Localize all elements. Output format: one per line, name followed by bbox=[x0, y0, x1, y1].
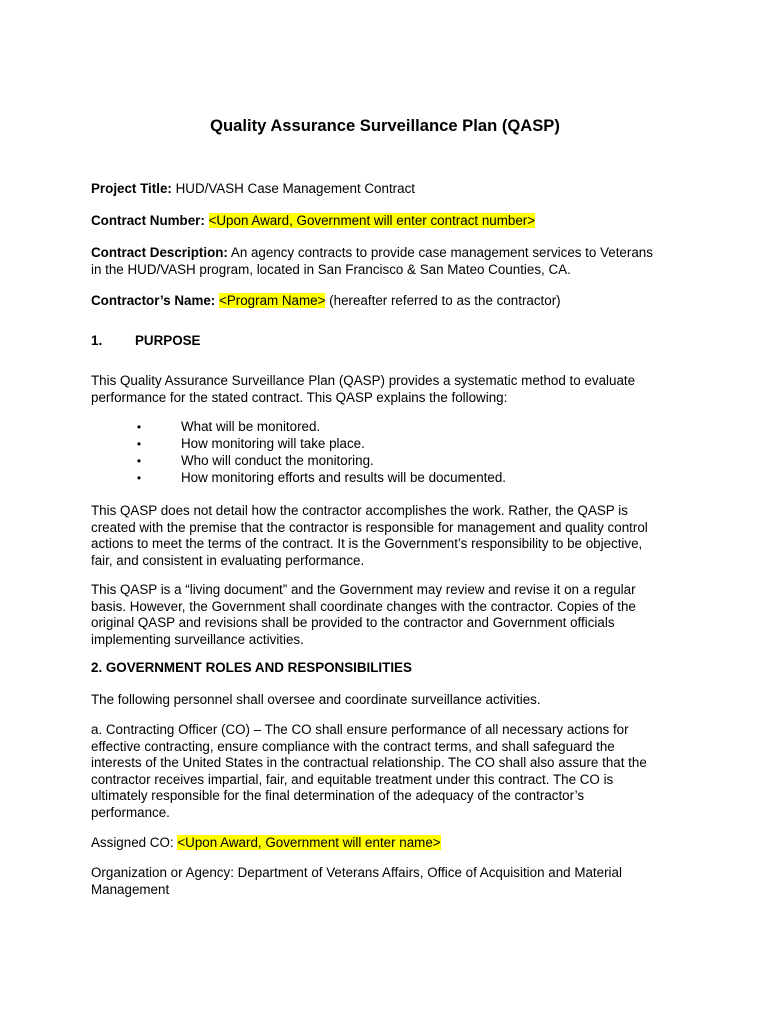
paragraph-line: fair, and consistent in evaluating performance. bbox=[91, 552, 365, 568]
paragraph-line: ultimately responsible for the final determination of the adequacy of the contractor’s bbox=[91, 788, 585, 803]
paragraph-line: interests of the United States in the contractual relationship. The CO shall also assure that the bbox=[91, 755, 647, 770]
section-2-heading bbox=[91, 660, 691, 677]
contract-description-line-2: in the HUD/VASH program, located in San Francisco & San Mateo Counties, CA. bbox=[91, 261, 571, 277]
purpose-paragraph-3 bbox=[91, 582, 711, 648]
paragraph-line: contractor receives impartial, fair, and equitable treatment under this contract. The CO is bbox=[91, 771, 614, 787]
contractor-name-label: Contractor’s Name: bbox=[91, 293, 216, 308]
list-item bbox=[134, 453, 634, 470]
organization-line-1: Organization or Agency: Department of Veterans Affairs, Office of Acquisition and Material bbox=[91, 865, 622, 880]
contract-number-line bbox=[91, 213, 691, 230]
contract-description-label: Contract Description: bbox=[91, 245, 228, 260]
contract-description bbox=[91, 245, 711, 278]
paragraph-line: implementing surveillance activities. bbox=[91, 631, 304, 647]
list-item-text: How monitoring will take place. bbox=[181, 436, 365, 451]
organization-line-2: Management bbox=[91, 881, 170, 897]
list-item bbox=[134, 436, 634, 453]
paragraph-line: a. Contracting Officer (CO) – The CO shall ensure performance of all necessary actions for bbox=[91, 722, 629, 737]
contract-description-text-1: An agency contracts to provide case management services to Veterans bbox=[230, 245, 653, 260]
project-title-line bbox=[91, 181, 691, 198]
bullet-icon: • bbox=[136, 437, 142, 451]
section-2-intro: The following personnel shall oversee and coordinate surveillance activities. bbox=[91, 692, 541, 707]
paragraph-line: This QASP is a “living document” and the Government may review and revise it on a regular bbox=[91, 582, 636, 597]
project-title-label: Project Title: bbox=[91, 181, 172, 196]
section-2-heading-text: 2. GOVERNMENT ROLES AND RESPONSIBILITIES bbox=[91, 660, 412, 675]
assigned-co-line bbox=[91, 835, 691, 852]
contract-description-line-1 bbox=[91, 245, 711, 262]
purpose-intro-line-2: performance for the stated contract. This QASP explains the following: bbox=[91, 389, 508, 405]
project-title-value: HUD/VASH Case Management Contract bbox=[175, 181, 415, 196]
bullet-icon: • bbox=[136, 471, 142, 485]
paragraph-line: This QASP does not detail how the contractor accomplishes the work. Rather, the QASP is bbox=[91, 503, 628, 518]
contracting-officer-paragraph bbox=[91, 722, 711, 821]
purpose-paragraph-2 bbox=[91, 503, 711, 569]
contractor-name-line bbox=[91, 293, 691, 310]
paragraph-line: actions to meet the terms of the contract. It is the Government’s responsibility to be objective, bbox=[91, 536, 643, 551]
paragraph-line: original QASP and revisions shall be provided to the contractor and Government officials bbox=[91, 615, 615, 630]
list-item bbox=[134, 419, 634, 436]
bullet-icon: • bbox=[136, 420, 142, 434]
list-item-text: How monitoring efforts and results will be documented. bbox=[181, 470, 507, 485]
list-item-text: Who will conduct the monitoring. bbox=[181, 453, 374, 468]
list-item bbox=[134, 470, 634, 487]
contract-number-placeholder: <Upon Award, Government will enter contract number> bbox=[208, 213, 536, 228]
purpose-bullet-list bbox=[134, 419, 634, 487]
paragraph-line: effective contracting, ensure compliance with the contract terms, and shall safeguard the bbox=[91, 738, 615, 754]
paragraph-line: performance. bbox=[91, 804, 170, 820]
assigned-co-label: Assigned CO: bbox=[91, 835, 174, 850]
contractor-name-suffix: (hereafter referred to as the contractor) bbox=[329, 293, 561, 308]
list-item-text: What will be monitored. bbox=[181, 419, 321, 434]
bullet-icon: • bbox=[136, 454, 142, 468]
paragraph-line: created with the premise that the contractor is responsible for management and quality control bbox=[91, 519, 648, 535]
document-title: Quality Assurance Surveillance Plan (QASP) bbox=[210, 116, 560, 135]
contract-number-label: Contract Number: bbox=[91, 213, 205, 228]
purpose-intro-line-1: This Quality Assurance Surveillance Plan (QASP) provides a systematic method to evaluate bbox=[91, 373, 636, 388]
contractor-name-placeholder: <Program Name> bbox=[219, 293, 326, 308]
assigned-co-placeholder: <Upon Award, Government will enter name> bbox=[177, 835, 441, 850]
organization-line bbox=[91, 865, 711, 898]
section-1-number: 1. bbox=[91, 333, 103, 348]
purpose-intro bbox=[91, 373, 691, 406]
paragraph-line: basis. However, the Government shall coordinate changes with the contractor. Copies of the bbox=[91, 598, 636, 614]
section-1-title: PURPOSE bbox=[135, 333, 201, 348]
